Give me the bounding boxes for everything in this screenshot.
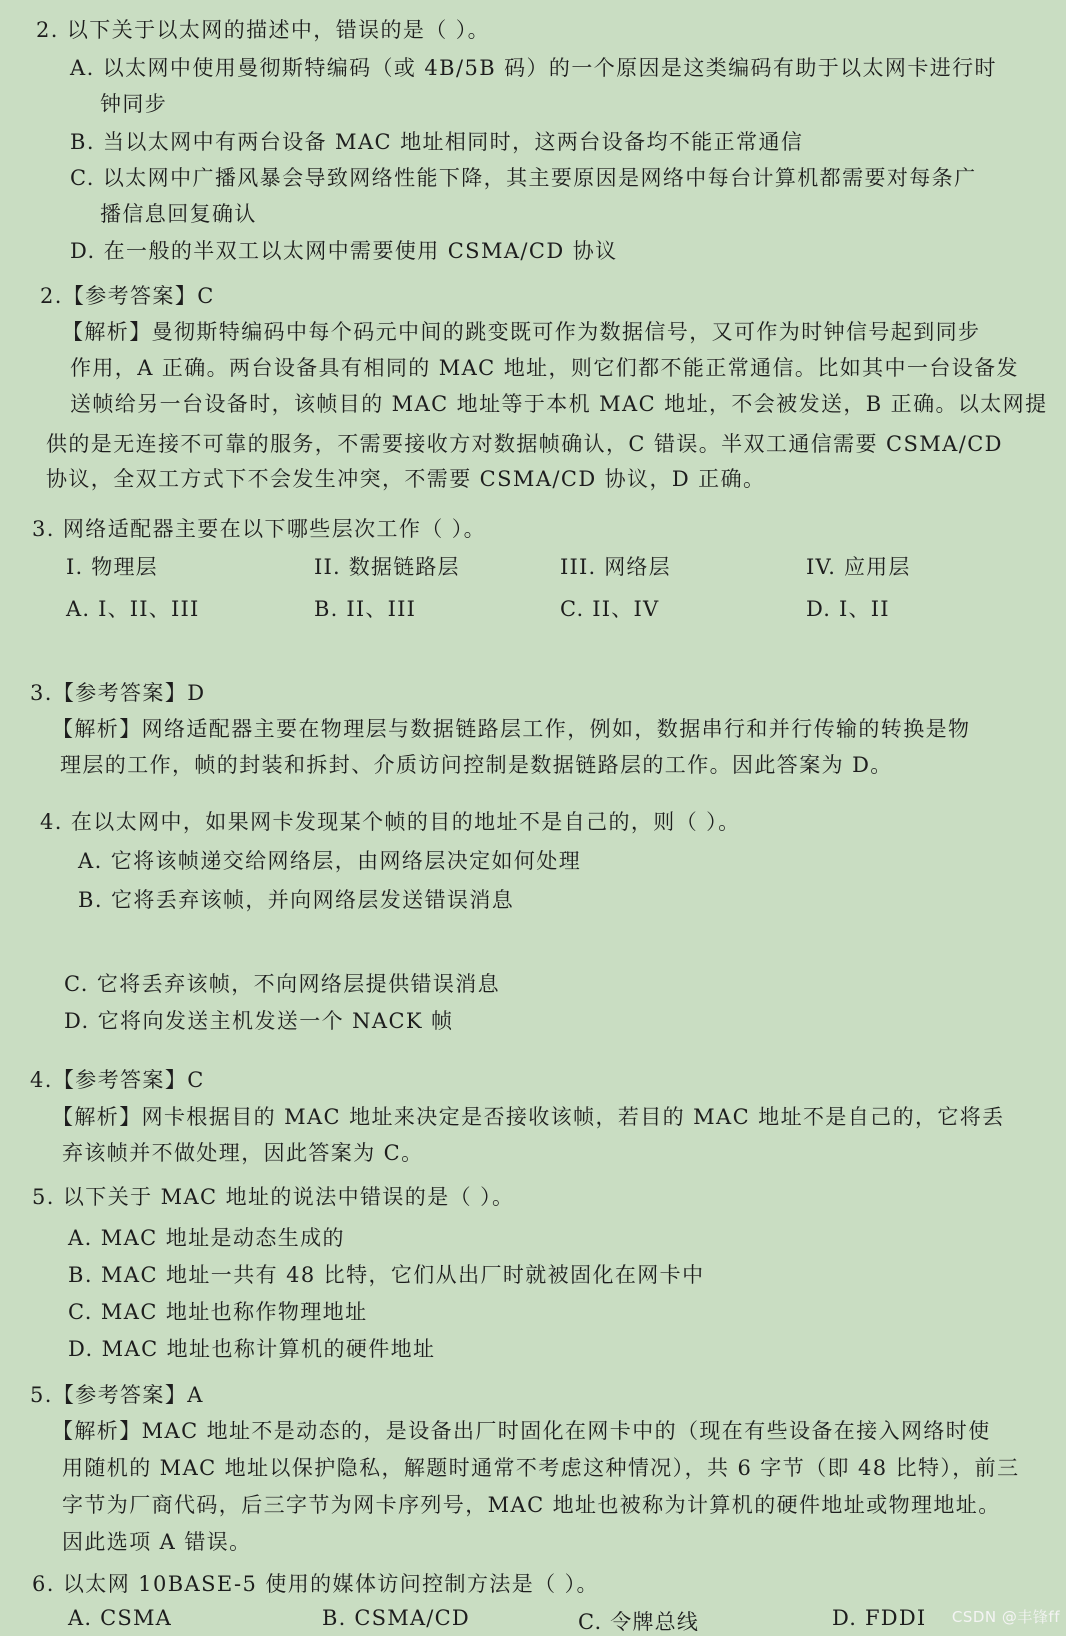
q2-option-b: B. 当以太网中有两台设备 MAC 地址相同时，这两台设备均不能正常通信 [70,130,804,154]
q2-option-c: C. 以太网中广播风暴会导致网络性能下降，其主要原因是网络中每台计算机都需要对每条广 [70,166,977,190]
q5-explanation-line: 用随机的 MAC 地址以保护隐私，解题时通常不考虑这种情况），共 6 字节（即 48 比特），前三 [62,1456,1020,1480]
q4-stem: 4. 在以太网中，如果网卡发现某个帧的目的地址不是自己的，则（ ）。 [40,810,741,834]
q6-stem: 6. 以太网 10BASE-5 使用的媒体访问控制方法是（ ）。 [32,1572,599,1596]
q3-explanation-line: 理层的工作，帧的封装和拆封、介质访问控制是数据链路层的工作。因此答案为 D。 [60,753,893,777]
q4-option-a: A. 它将该帧递交给网络层，由网络层决定如何处理 [78,849,582,873]
q2-stem: 2. 以下关于以太网的描述中，错误的是（ ）。 [36,18,491,42]
q2-answer: 2.【参考答案】C [40,284,215,308]
q5-explanation-line: 因此选项 A 错误。 [62,1530,252,1554]
q3-item-3: III. 网络层 [560,555,671,579]
q5-explanation-line: 【解析】MAC 地址不是动态的，是设备出厂时固化在网卡中的（现在有些设备在接入网络时使 [52,1419,991,1443]
q3-explanation-line: 【解析】网络适配器主要在物理层与数据链路层工作，例如，数据串行和并行传输的转换是物 [52,717,971,741]
q5-explanation-line: 字节为厂商代码，后三字节为网卡序列号，MAC 地址也被称为计算机的硬件地址或物理地址。 [62,1493,1001,1517]
q2-explanation-line: 【解析】曼彻斯特编码中每个码元中间的跳变既可作为数据信号，又可作为时钟信号起到同步 [62,320,981,344]
q4-option-b: B. 它将丢弃该帧，并向网络层发送错误消息 [78,888,515,912]
q2-option-a: A. 以太网中使用曼彻斯特编码（或 4B/5B 码）的一个原因是这类编码有助于以太网卡进行时 [70,56,997,80]
q5-option-c: C. MAC 地址也称作物理地址 [68,1300,368,1324]
q6-option-c: C. 令牌总线 [578,1610,700,1634]
q3-option-b: B. II、III [314,597,417,621]
q3-answer: 3.【参考答案】D [30,681,206,705]
q5-option-a: A. MAC 地址是动态生成的 [68,1226,345,1250]
q3-option-d: D. I、II [806,597,890,621]
q2-explanation-line: 送帧给另一台设备时，该帧目的 MAC 地址等于本机 MAC 地址，不会被发送，B 正确。以太网提 [70,392,1048,416]
q2-option-c-cont: 播信息回复确认 [100,202,257,226]
q4-option-c: C. 它将丢弃该帧，不向网络层提供错误消息 [64,972,501,996]
q6-option-b: B. CSMA/CD [322,1606,470,1630]
q4-option-d: D. 它将向发送主机发送一个 NACK 帧 [64,1009,454,1033]
q5-option-d: D. MAC 地址也称计算机的硬件地址 [68,1337,436,1361]
q4-explanation-line: 【解析】网卡根据目的 MAC 地址来决定是否接收该帧，若目的 MAC 地址不是自己的，它将丢 [52,1105,1005,1129]
q6-option-d: D. FDDI [832,1606,927,1630]
q3-stem: 3. 网络适配器主要在以下哪些层次工作（ ）。 [32,517,487,541]
q3-option-c: C. II、IV [560,597,660,621]
q2-explanation-line: 协议，全双工方式下不会发生冲突，不需要 CSMA/CD 协议，D 正确。 [46,467,766,491]
q6-option-a: A. CSMA [68,1606,173,1630]
q2-option-d: D. 在一般的半双工以太网中需要使用 CSMA/CD 协议 [70,239,618,263]
q3-item-2: II. 数据链路层 [314,555,460,579]
csdn-watermark: CSDN @丰锋ff [951,1608,1060,1626]
q5-stem: 5. 以下关于 MAC 地址的说法中错误的是（ ）。 [32,1185,515,1209]
q4-explanation-line: 弃该帧并不做处理，因此答案为 C。 [62,1141,424,1165]
q2-explanation-line: 供的是无连接不可靠的服务，不需要接收方对数据帧确认，C 错误。半双工通信需要 CSMA/CD [46,432,1003,456]
q3-item-4: IV. 应用层 [806,555,911,579]
q3-item-1: I. 物理层 [66,555,158,579]
q5-option-b: B. MAC 地址一共有 48 比特，它们从出厂时就被固化在网卡中 [68,1263,705,1287]
q3-option-a: A. I、II、III [66,597,200,621]
q4-answer: 4.【参考答案】C [30,1068,205,1092]
q2-explanation-line: 作用，A 正确。两台设备具有相同的 MAC 地址，则它们都不能正常通信。比如其中一台设备发 [70,356,1019,380]
q5-answer: 5.【参考答案】A [30,1383,204,1407]
q2-option-a-cont: 钟同步 [100,92,168,116]
